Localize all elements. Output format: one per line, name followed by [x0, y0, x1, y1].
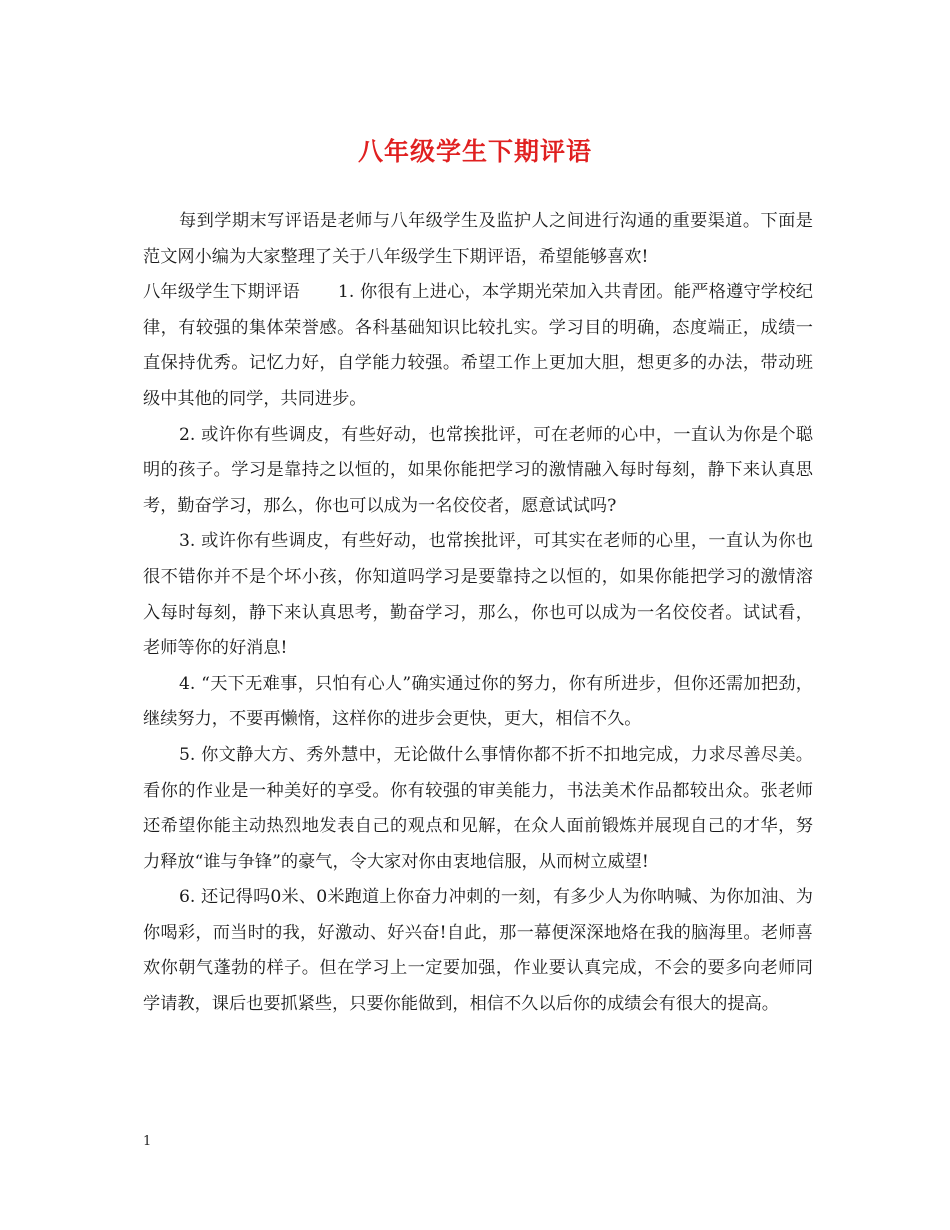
page-title: 八年级学生下期评语 — [357, 137, 592, 166]
comment-item-2: 2. 或许你有些调皮，有些好动，也常挨批评，可在老师的心中，一直认为你是个聪明的孩子。学习是靠持之以恒的，如果你能把学习的激情融入每时每刻，静下来认真思考，勤奋学习，那么，你也可以成为一名佼佼者，愿意试试吗? — [143, 424, 813, 516]
comment-item-3: 3. 或许你有些调皮，有些好动，也常挨批评，可其实在老师的心里，一直认为你也很不错你并不是个坏小孩，你知道吗学习是要靠持之以恒的，如果你能把学习的激情溶入每时每刻，静下来认真思考，勤奋学习，那么，你也可以成为一名佼佼者。试试看，老师等你的好消息! — [143, 531, 813, 659]
document-body — [143, 204, 813, 1023]
comment-item-1: 1. 你很有上进心，本学期光荣加入共青团。能严格遵守学校纪律，有较强的集体荣誉感。各科基础知识比较扎实。学习目的明确，态度端正，成绩一直保持优秀。记忆力好，自学能力较强。希望工作上更加大胆，想更多的办法，带动班级中其他的同学，共同进步。 — [143, 282, 813, 409]
intro-paragraph: 每到学期末写评语是老师与八年级学生及监护人之间进行沟通的重要渠道。下面是范文网小编为大家整理了关于八年级学生下期评语，希望能够喜欢! — [143, 211, 813, 267]
section-paragraph-1 — [143, 275, 813, 417]
comment-item-5: 5. 你文静大方、秀外慧中，无论做什么事情你都不折不扣地完成，力求尽善尽美。看你的作业是一种美好的享受。你有较强的审美能力，书法美术作品都较出众。张老师还希望你能主动热烈地发表自己的观点和见解，在众人面前锻炼并展现自己的才华，努力释放“谁与争锋”的豪气，令大家对你由衷地信服，从而树立威望! — [143, 744, 813, 872]
page-number: 1 — [143, 1134, 152, 1149]
section-heading: 八年级学生下期评语 — [143, 282, 300, 303]
comment-item-4: 4. “天下无难事，只怕有心人”确实通过你的努力，你有所进步，但你还需加把劲，继续努力，不要再懒惰，这样你的进步会更快，更大，相信不久。 — [143, 673, 813, 730]
comment-item-6: 6. 还记得吗0米、0米跑道上你奋力冲刺的一刻，有多少人为你呐喊、为你加油、为你喝彩，而当时的我，好激动、好兴奋!自此，那一幕便深深地烙在我的脑海里。老师喜欢你朝气蓬勃的样子。但在学习上一定要加强，作业要认真完成，不会的要多向老师同学请教，课后也要抓紧些，只要你能做到，相信不久以后你的成绩会有很大的提高。 — [143, 887, 813, 1015]
